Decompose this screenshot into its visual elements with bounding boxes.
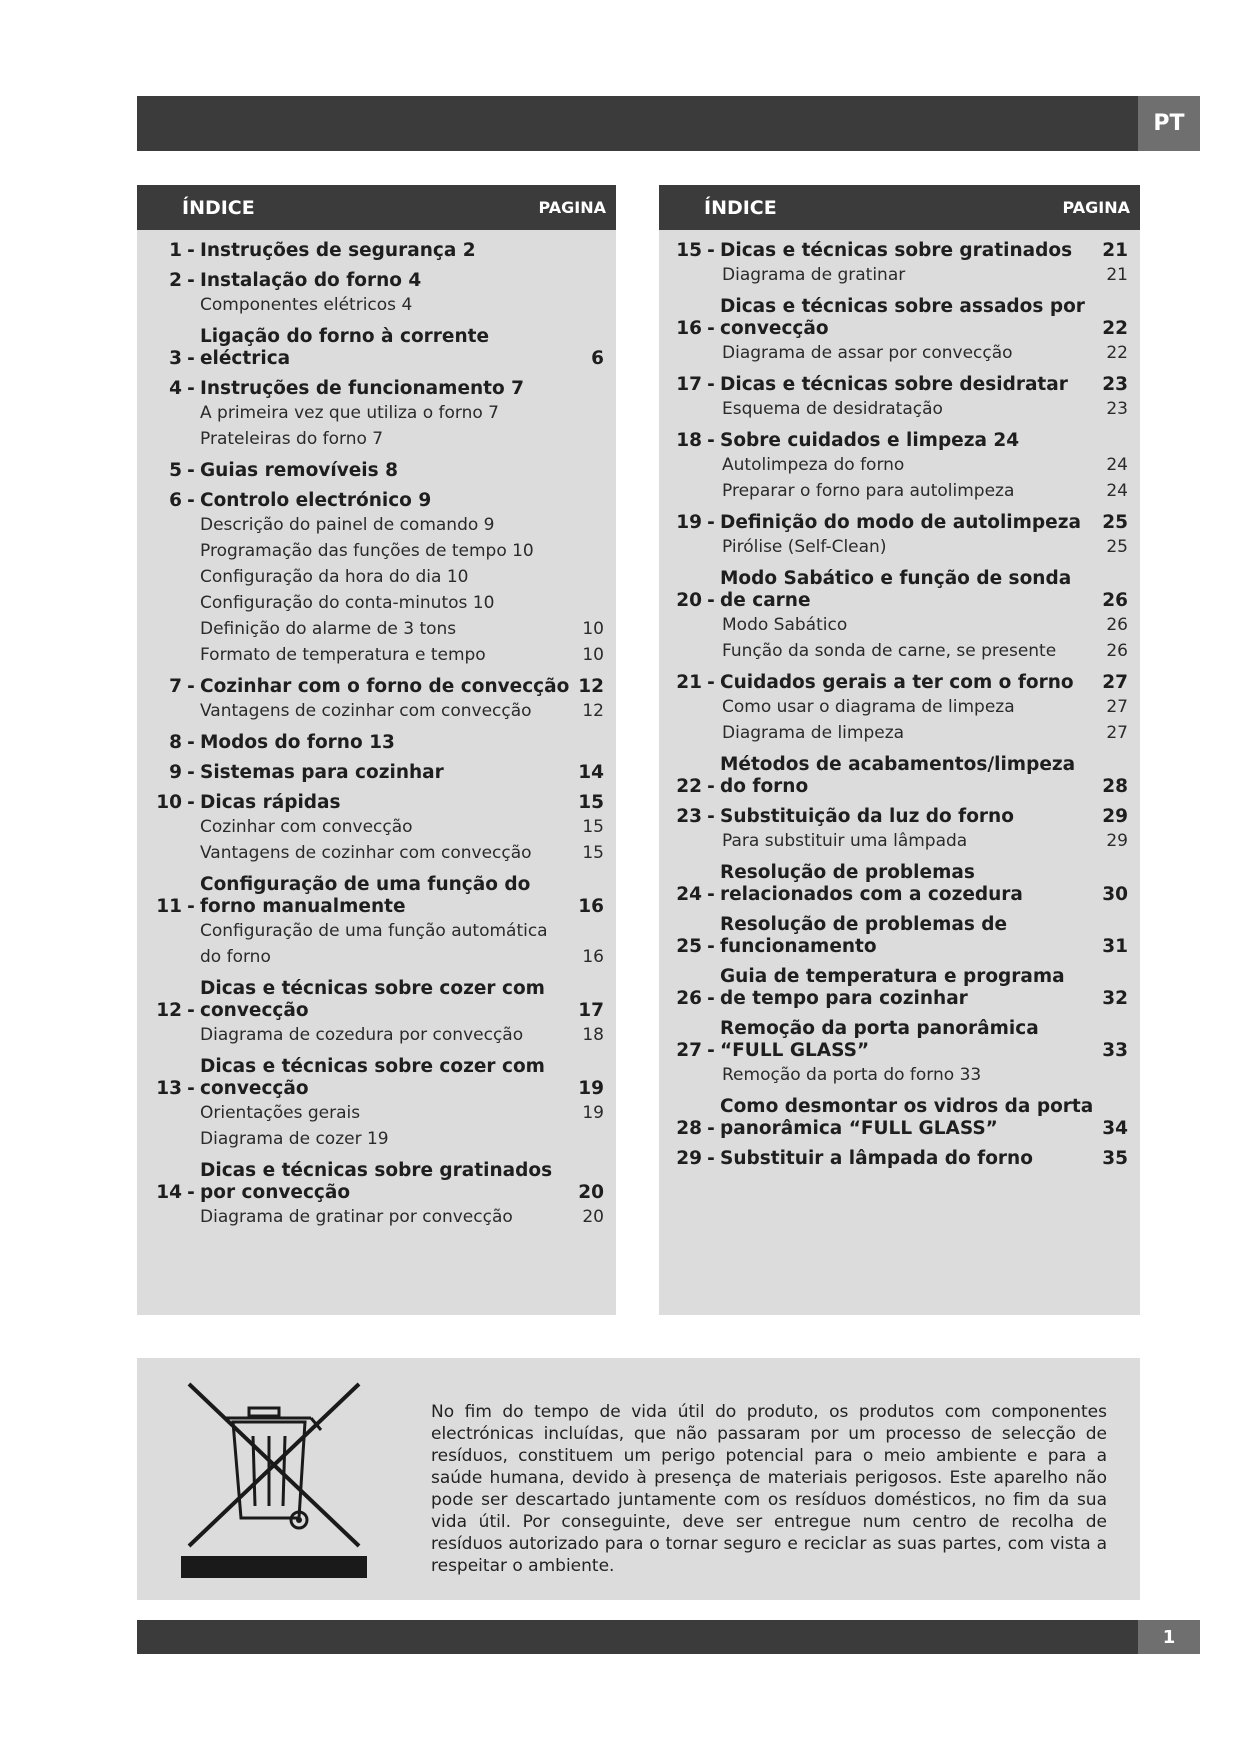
toc-subentry-title: Diagrama de gratinar: [722, 265, 906, 285]
toc-entry-page: 19: [578, 1078, 604, 1099]
toc-entry-title: Modos do forno 13: [200, 732, 395, 753]
toc-entry-number: 2: [169, 270, 182, 291]
toc-subentry: [659, 534, 1128, 560]
toc-subentry: [137, 814, 604, 840]
toc-entry-dash: -: [187, 378, 195, 399]
toc-subentry: [659, 262, 1128, 288]
toc-entry-number: 11: [156, 896, 182, 917]
toc-entry-page: 14: [578, 762, 604, 783]
toc-entry-page: 20: [578, 1182, 604, 1203]
toc-entry-title: Dicas e técnicas sobre cozer com convecção: [200, 978, 545, 1021]
toc-subentry-title: A primeira vez que utiliza o forno 7: [200, 403, 499, 423]
language-tab: PT: [1138, 96, 1200, 151]
toc-entry-number: 9: [169, 762, 182, 783]
toc-entry-page: 15: [578, 792, 604, 813]
toc-subentry: [659, 694, 1128, 720]
toc-entry-page: 28: [1102, 776, 1128, 797]
page-number: 1: [1138, 1620, 1200, 1654]
toc-subentry: [137, 840, 604, 866]
toc-subentry-page: 16: [582, 947, 604, 967]
toc-subentry: [137, 698, 604, 724]
toc-subentry-title: Diagrama de cozer 19: [200, 1129, 389, 1149]
toc-subentry-title: Como usar o diagrama de limpeza: [722, 697, 1015, 717]
toc-page-label: PAGINA: [538, 198, 606, 217]
toc-entry: [137, 270, 604, 292]
toc-subentry-page: 27: [1106, 723, 1128, 743]
toc-subentry-page: 25: [1106, 537, 1128, 557]
toc-subentry-title: Configuração do conta-minutos 10: [200, 593, 495, 613]
toc-entry-page: 33: [1102, 1040, 1128, 1061]
toc-entry-number: 26: [676, 988, 702, 1009]
toc-entry-title: Cozinhar com o forno de convecção: [200, 676, 570, 697]
toc-entry-dash: -: [707, 1118, 715, 1139]
toc-entry-title: Dicas e técnicas sobre cozer com convecção: [200, 1056, 545, 1099]
toc-subentry-title: Função da sonda de carne, se presente: [722, 641, 1057, 661]
toc-subentry: [137, 538, 604, 564]
toc-entry: [137, 378, 604, 400]
toc-entry: [659, 512, 1128, 534]
toc-subentry-page: 21: [1106, 265, 1128, 285]
toc-subentry-title: Autolimpeza do forno: [722, 455, 905, 475]
toc-entry-number: 5: [169, 460, 182, 481]
toc-subentry: [659, 612, 1128, 638]
toc-entry: [137, 490, 604, 512]
toc-entry-page: 6: [591, 348, 604, 369]
toc-entry: [137, 676, 604, 698]
toc-entry-title: Configuração de uma função do forno manualmente: [200, 874, 531, 917]
toc-right-header: [659, 185, 1140, 230]
toc-entry-dash: -: [707, 988, 715, 1009]
toc-entry-dash: -: [707, 374, 715, 395]
toc-entry-number: 4: [169, 378, 182, 399]
toc-entry-number: 3: [169, 348, 182, 369]
toc-subentry-page: 15: [582, 817, 604, 837]
toc-entry-dash: -: [707, 1040, 715, 1061]
toc-entry-page: 16: [578, 896, 604, 917]
toc-subentry-title: Esquema de desidratação: [722, 399, 943, 419]
toc-subentry-page: 15: [582, 843, 604, 863]
toc-entry-dash: -: [187, 348, 195, 369]
header-bar: [137, 96, 1200, 151]
toc-entry-page: 25: [1102, 512, 1128, 533]
toc-entry-page: 21: [1102, 240, 1128, 261]
toc-subentry: [659, 1062, 1128, 1088]
toc-subentry-title: Configuração de uma função automática do forno: [200, 921, 548, 967]
toc-entry-page: 12: [578, 676, 604, 697]
toc-subentry-page: 27: [1106, 697, 1128, 717]
toc-subentry-title: Remoção da porta do forno 33: [722, 1065, 982, 1085]
toc-subentry: [659, 828, 1128, 854]
toc-subentry-page: 26: [1106, 615, 1128, 635]
toc-entry-dash: -: [187, 1182, 195, 1203]
toc-entry-title: Sistemas para cozinhar: [200, 762, 444, 783]
toc-entry-number: 12: [156, 1000, 182, 1021]
toc-subentry-title: Diagrama de cozedura por convecção: [200, 1025, 524, 1045]
toc-entry-page: 27: [1102, 672, 1128, 693]
toc-entry: [137, 1056, 604, 1100]
toc-entry: [137, 460, 604, 482]
toc-entry-dash: -: [707, 590, 715, 611]
toc-left-panel: [137, 185, 616, 1315]
toc-subentry: [137, 1204, 604, 1230]
toc-entry-page: 17: [578, 1000, 604, 1021]
toc-entry-number: 15: [676, 240, 702, 261]
toc-subentry-page: 10: [582, 619, 604, 639]
toc-entry: [137, 1160, 604, 1204]
toc-entry-title: Como desmontar os vidros da porta panorâmica “FULL GLASS”: [720, 1096, 1094, 1139]
toc-subentry-title: Preparar o forno para autolimpeza: [722, 481, 1015, 501]
toc-left-header: [137, 185, 616, 230]
toc-entry-title: Dicas e técnicas sobre gratinados: [720, 240, 1073, 261]
toc-entry-title: Guia de temperatura e programa de tempo para cozinhar: [720, 966, 1065, 1009]
toc-entry-page: 30: [1102, 884, 1128, 905]
toc-entry-title: Definição do modo de autolimpeza: [720, 512, 1081, 533]
toc-entry-title: Dicas e técnicas sobre assados por convecção: [720, 296, 1085, 339]
toc-entry-number: 23: [676, 806, 702, 827]
toc-entry-dash: -: [707, 318, 715, 339]
toc-entry-number: 8: [169, 732, 182, 753]
toc-subentry-title: Formato de temperatura e tempo: [200, 645, 486, 665]
toc-title: ÍNDICE: [704, 196, 777, 219]
toc-subentry-title: Descrição do painel de comando 9: [200, 515, 495, 535]
toc-entry-title: Métodos de acabamentos/limpeza do forno: [720, 754, 1076, 797]
toc-subentry-page: 10: [582, 645, 604, 665]
toc-entry: [659, 862, 1128, 906]
toc-entry-title: Guias removíveis 8: [200, 460, 398, 481]
toc-subentry: [659, 340, 1128, 366]
toc-entry: [659, 430, 1128, 452]
toc-entry-number: 28: [676, 1118, 702, 1139]
toc-entry-title: Ligação do forno à corrente eléctrica: [200, 326, 490, 369]
toc-entry-dash: -: [187, 1078, 195, 1099]
toc-entry: [659, 1096, 1128, 1140]
toc-subentry: [137, 292, 604, 318]
toc-entry-page: 31: [1102, 936, 1128, 957]
toc-subentry-title: Diagrama de limpeza: [722, 723, 905, 743]
toc-subentry: [137, 564, 604, 590]
toc-subentry-title: Cozinhar com convecção: [200, 817, 413, 837]
toc-entry-number: 27: [676, 1040, 702, 1061]
toc-entry-title: Instalação do forno 4: [200, 270, 422, 291]
toc-subentry-title: Configuração da hora do dia 10: [200, 567, 469, 587]
toc-entry-page: 26: [1102, 590, 1128, 611]
toc-entry-dash: -: [707, 806, 715, 827]
toc-entry-number: 16: [676, 318, 702, 339]
toc-entry-dash: -: [707, 884, 715, 905]
toc-subentry-page: 23: [1106, 399, 1128, 419]
toc-entry-dash: -: [187, 896, 195, 917]
toc-entry-dash: -: [187, 460, 195, 481]
toc-subentry-title: Orientações gerais: [200, 1103, 361, 1123]
toc-entry: [137, 732, 604, 754]
toc-subentry-page: 26: [1106, 641, 1128, 661]
toc-entry-dash: -: [187, 240, 195, 261]
toc-subentry-page: 29: [1106, 831, 1128, 851]
toc-subentry-title: Programação das funções de tempo 10: [200, 541, 534, 561]
toc-subentry: [137, 918, 604, 970]
toc-entry-number: 29: [676, 1148, 702, 1169]
toc-entry-number: 21: [676, 672, 702, 693]
toc-entry-title: Modo Sabático e função de sonda de carne: [720, 568, 1072, 611]
toc-entry-dash: -: [707, 936, 715, 957]
toc-entry-dash: -: [707, 672, 715, 693]
toc-entry-page: 32: [1102, 988, 1128, 1009]
toc-title: ÍNDICE: [182, 196, 255, 219]
toc-entry-title: Substituição da luz do forno: [720, 806, 1014, 827]
toc-subentry-page: 19: [582, 1103, 604, 1123]
toc-entry-page: 35: [1102, 1148, 1128, 1169]
toc-entry-dash: -: [187, 490, 195, 511]
toc-entry: [659, 1148, 1128, 1170]
weee-notice-text: No fim do tempo de vida útil do produto, os produtos com componentes electrónicas incluídas, que não passaram por um processo de selecção de resíduos, constituem um perigo potencial para o meio ambiente e para a saúde humana, devido à presença de materiais perigosos. Este aparelho não pode ser descartado juntamente com os resíduos domésticos, no fim da sua vida útil. Por conseguinte, deve ser entregue num centro de recolha de resíduos autorizado para o tornar seguro e reciclar as suas partes, com vista a respeitar o ambiente.: [431, 1402, 1107, 1576]
toc-entry: [137, 792, 604, 814]
toc-entry-title: Dicas e técnicas sobre gratinados por convecção: [200, 1160, 553, 1203]
toc-entry-dash: -: [707, 240, 715, 261]
toc-entry: [659, 966, 1128, 1010]
toc-entry: [137, 240, 604, 262]
toc-entry-number: 20: [676, 590, 702, 611]
toc-entry-title: Substituir a lâmpada do forno: [720, 1148, 1033, 1169]
toc-entry: [659, 672, 1128, 694]
toc-subentry: [137, 642, 604, 668]
toc-subentry: [137, 512, 604, 538]
toc-entry-page: 29: [1102, 806, 1128, 827]
toc-subentry: [659, 396, 1128, 422]
toc-entry-number: 7: [169, 676, 182, 697]
toc-entry: [659, 806, 1128, 828]
toc-entry-dash: -: [707, 1148, 715, 1169]
toc-entry-dash: -: [187, 1000, 195, 1021]
toc-subentry-title: Definição do alarme de 3 tons: [200, 619, 457, 639]
toc-entry-number: 24: [676, 884, 702, 905]
toc-entry-number: 25: [676, 936, 702, 957]
toc-subentry-page: 22: [1106, 343, 1128, 363]
toc-entry-number: 6: [169, 490, 182, 511]
toc-subentry: [659, 638, 1128, 664]
toc-subentry: [659, 452, 1128, 478]
toc-subentry-title: Modo Sabático: [722, 615, 848, 635]
toc-subentry: [137, 616, 604, 642]
toc-subentry: [659, 478, 1128, 504]
toc-entry-number: 22: [676, 776, 702, 797]
toc-entry-dash: -: [187, 792, 195, 813]
toc-subentry-title: Vantagens de cozinhar com convecção: [200, 701, 532, 721]
toc-left-list: [137, 230, 616, 1230]
toc-entry-number: 14: [156, 1182, 182, 1203]
toc-entry-title: Resolução de problemas relacionados com a cozedura: [720, 862, 1023, 905]
toc-entry-title: Remoção da porta panorâmica “FULL GLASS”: [720, 1018, 1039, 1061]
toc-entry: [659, 914, 1128, 958]
toc-entry-page: 34: [1102, 1118, 1128, 1139]
toc-subentry-page: 12: [582, 701, 604, 721]
toc-entry-title: Dicas rápidas: [200, 792, 341, 813]
toc-entry-title: Sobre cuidados e limpeza 24: [720, 430, 1020, 451]
toc-entry: [659, 1018, 1128, 1062]
toc-subentry: [137, 590, 604, 616]
toc-entry-title: Controlo electrónico 9: [200, 490, 432, 511]
toc-entry: [137, 874, 604, 918]
toc-entry-title: Dicas e técnicas sobre desidratar: [720, 374, 1068, 395]
toc-entry: [659, 568, 1128, 612]
toc-entry-dash: -: [707, 776, 715, 797]
toc-subentry-page: 18: [582, 1025, 604, 1045]
toc-subentry-page: 24: [1106, 455, 1128, 475]
toc-entry-dash: -: [187, 270, 195, 291]
toc-right-panel: [659, 185, 1140, 1315]
toc-entry-dash: -: [707, 430, 715, 451]
toc-subentry-title: Diagrama de gratinar por convecção: [200, 1207, 513, 1227]
toc-entry-dash: -: [707, 512, 715, 533]
toc-subentry-title: Para substituir uma lâmpada: [722, 831, 968, 851]
toc-entry-title: Instruções de funcionamento 7: [200, 378, 525, 399]
toc-subentry: [137, 400, 604, 426]
toc-entry-number: 10: [156, 792, 182, 813]
toc-entry: [659, 754, 1128, 798]
toc-subentry: [137, 1100, 604, 1126]
toc-subentry-page: 24: [1106, 481, 1128, 501]
crossed-out-wheelie-bin-icon: [181, 1378, 371, 1578]
footer-bar: [137, 1620, 1200, 1654]
toc-entry: [659, 296, 1128, 340]
toc-entry: [137, 978, 604, 1022]
toc-entry-number: 19: [676, 512, 702, 533]
toc-entry-dash: -: [187, 732, 195, 753]
toc-entry-number: 13: [156, 1078, 182, 1099]
toc-entry-number: 1: [169, 240, 182, 261]
toc-entry-number: 18: [676, 430, 702, 451]
toc-right-list: [659, 230, 1140, 1170]
weee-disposal-notice: [137, 1358, 1140, 1600]
toc-entry: [659, 374, 1128, 396]
toc-entry-dash: -: [187, 762, 195, 783]
toc-entry-title: Resolução de problemas de funcionamento: [720, 914, 1008, 957]
toc-page-label: PAGINA: [1062, 198, 1130, 217]
toc-entry: [137, 762, 604, 784]
toc-entry: [659, 240, 1128, 262]
toc-subentry: [137, 1022, 604, 1048]
toc-subentry-title: Diagrama de assar por convecção: [722, 343, 1013, 363]
toc-entry-dash: -: [187, 676, 195, 697]
toc-subentry-page: 20: [582, 1207, 604, 1227]
toc-subentry-title: Prateleiras do forno 7: [200, 429, 384, 449]
toc-subentry: [137, 426, 604, 452]
toc-subentry: [137, 1126, 604, 1152]
toc-entry-number: 17: [676, 374, 702, 395]
toc-subentry-title: Componentes elétricos 4: [200, 295, 413, 315]
toc-subentry-title: Vantagens de cozinhar com convecção: [200, 843, 532, 863]
toc-entry: [137, 326, 604, 370]
toc-entry-title: Instruções de segurança 2: [200, 240, 476, 261]
toc-entry-page: 22: [1102, 318, 1128, 339]
toc-subentry: [659, 720, 1128, 746]
toc-subentry-title: Pirólise (Self-Clean): [722, 537, 887, 557]
toc-entry-title: Cuidados gerais a ter com o forno: [720, 672, 1074, 693]
toc-entry-page: 23: [1102, 374, 1128, 395]
